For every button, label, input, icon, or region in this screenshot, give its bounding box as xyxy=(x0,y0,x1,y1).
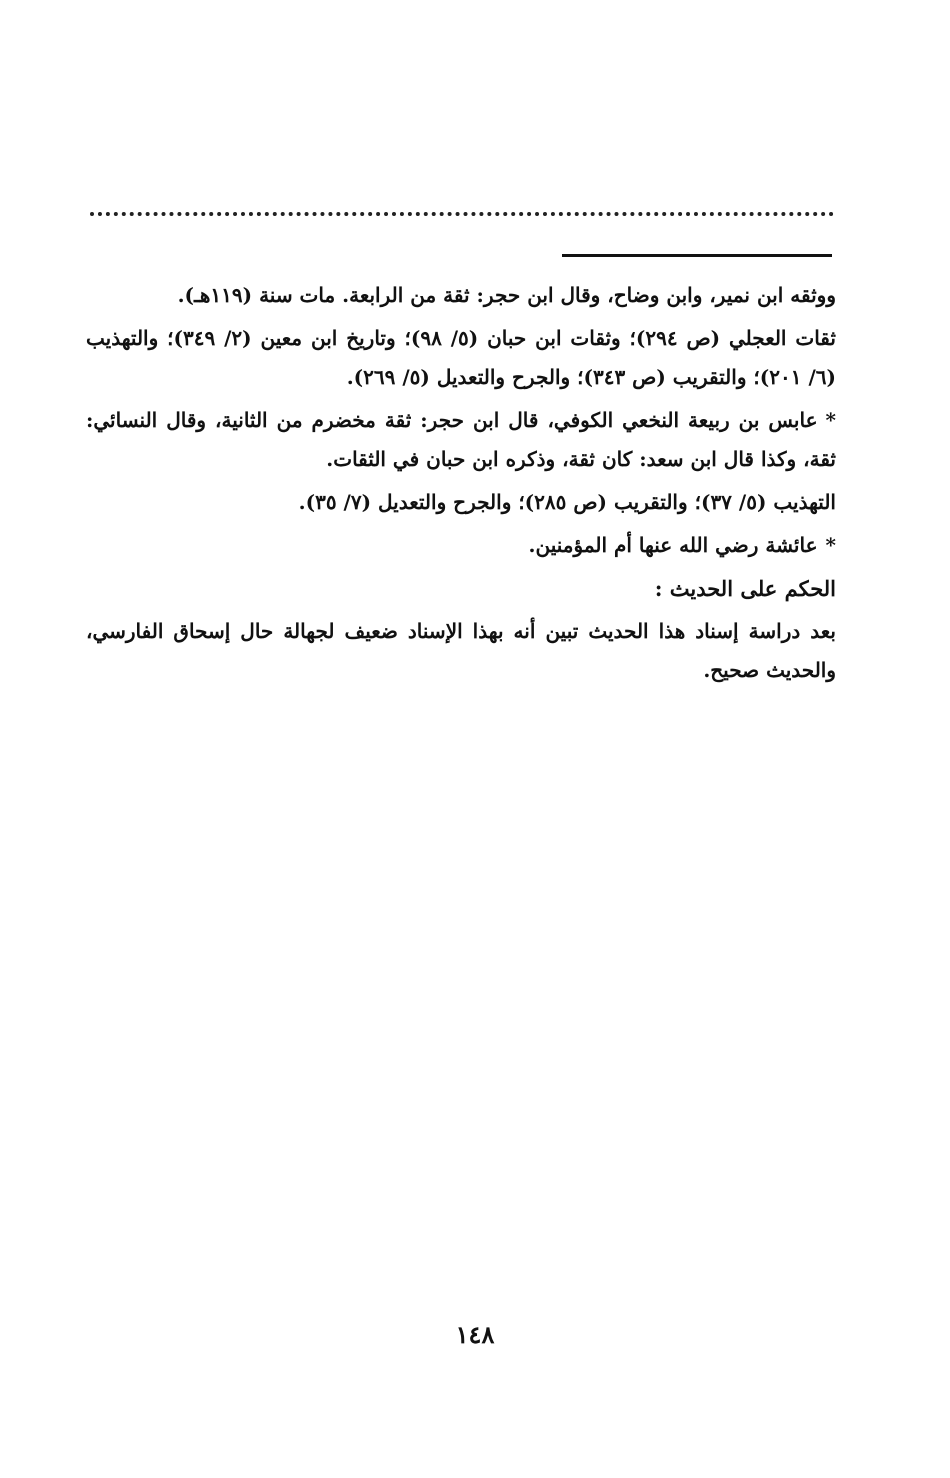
paragraph-text: عائشة رضي الله عنها أم المؤمنين. xyxy=(528,533,818,557)
page-number: ١٤٨ xyxy=(455,1320,495,1349)
asterisk-bullet: * xyxy=(825,408,836,432)
paragraph-text: ووثقه ابن نمير، وابن وضاح، وقال ابن حجر: ثقة من الرابعة. مات سنة (١١٩هـ). xyxy=(177,283,836,307)
dotted-separator xyxy=(90,212,834,216)
paragraph-1 xyxy=(86,276,836,315)
footnote-rule xyxy=(562,254,832,257)
asterisk-bullet: * xyxy=(825,533,836,557)
section-heading: الحكم على الحديث : xyxy=(654,576,836,601)
paragraph-3 xyxy=(86,401,836,479)
paragraph-text: عابس بن ربيعة النخعي الكوفي، قال ابن حجر: ثقة مخضرم من الثانية، وقال النسائي: ثقة، وكذا قال ابن سعد: كان ثقة، وذكره ابن حبان في الثقات. xyxy=(86,408,836,471)
conclusion-paragraph: بعد دراسة إسناد هذا الحديث تبين أنه بهذا الإسناد ضعيف لجهالة حال إسحاق الفارسي، والحديث صحيح. xyxy=(86,619,837,682)
paragraph-text: التهذيب (٥/ ٣٧)؛ والتقريب (ص ٢٨٥)؛ والجرح والتعديل (٧/ ٣٥). xyxy=(298,490,836,514)
paragraph-2 xyxy=(86,319,836,397)
paragraph-5 xyxy=(86,526,836,565)
footnote-body xyxy=(86,276,836,694)
paragraph-4 xyxy=(86,483,836,522)
paragraph-text: ثقات العجلي (ص ٢٩٤)؛ وثقات ابن حبان (٥/ ٩٨)؛ وتاريخ ابن معين (٢/ ٣٤٩)؛ والتهذيب (٦/ ٢٠١)؛ والتقريب (ص ٣٤٣)؛ والجرح والتعديل (٥/ ٢٦٩). xyxy=(86,326,836,389)
